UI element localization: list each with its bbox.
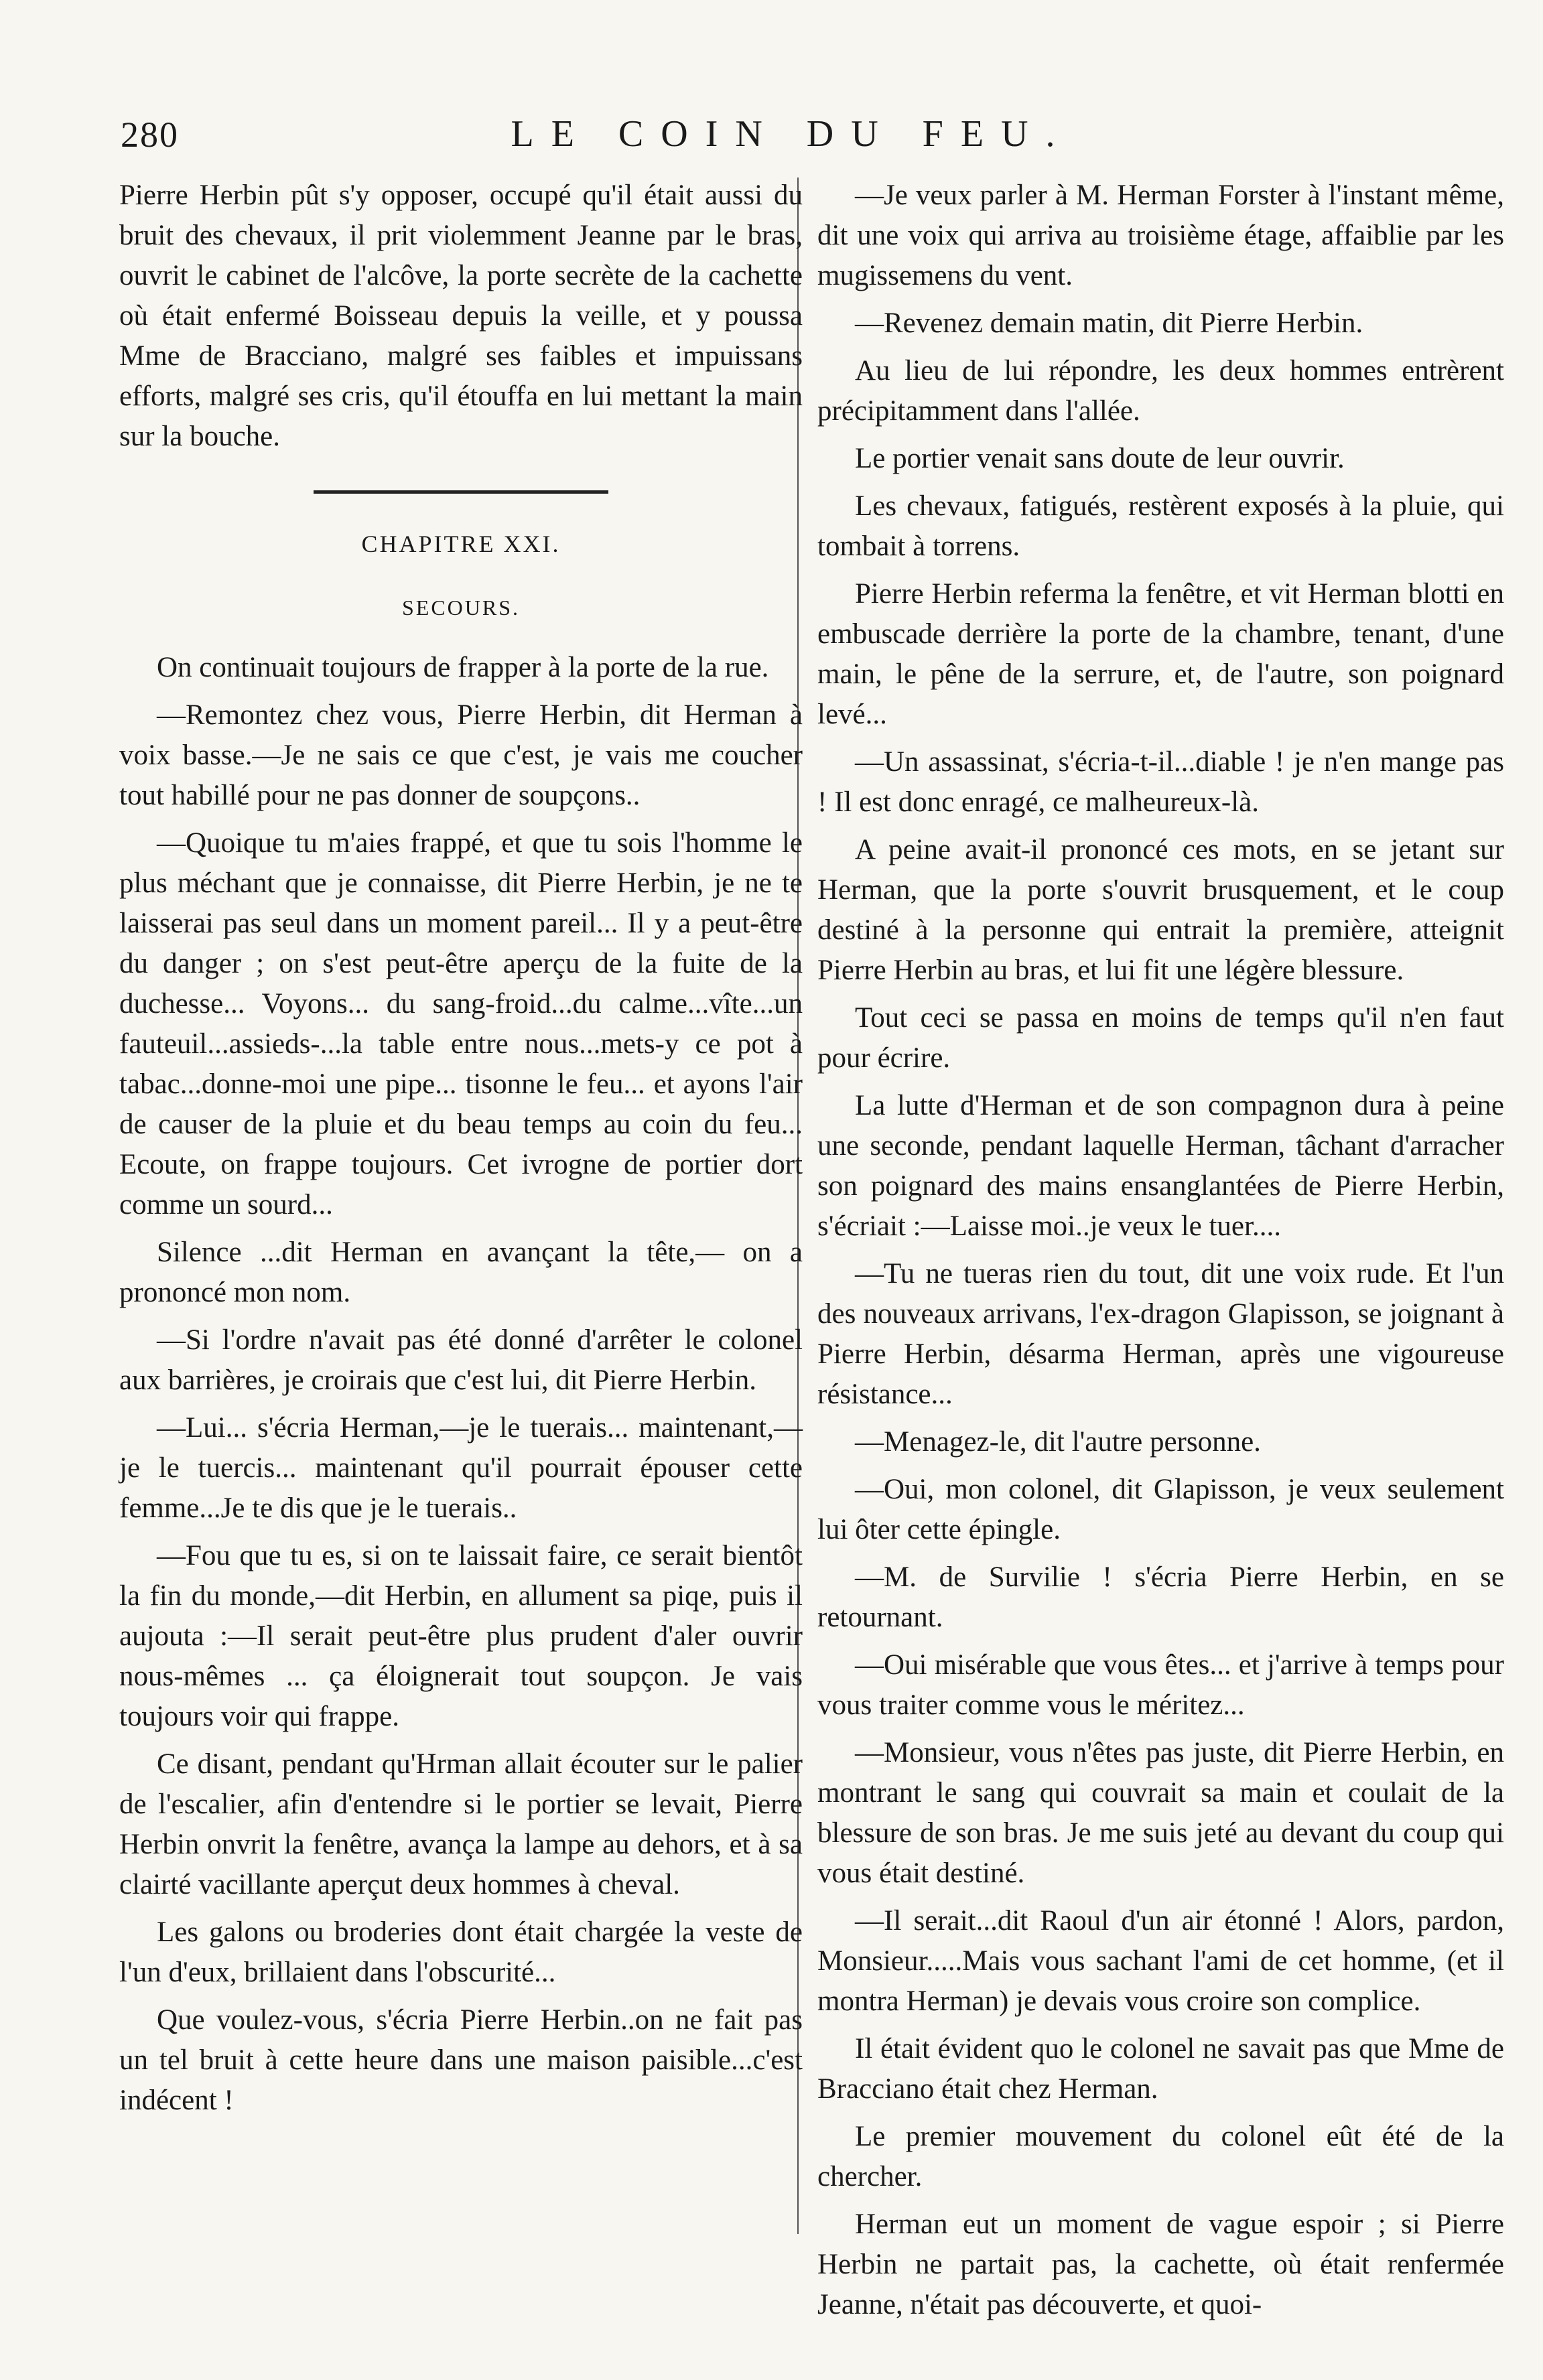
paragraph: —M. de Survilie ! s'écria Pierre Herbin, en se retournant. — [817, 1561, 1504, 1633]
paragraph: —Je veux parler à M. Herman Forster à l'instant même, dit une voix qui arriva au troisième étage, affaiblie par les mugissemens du vent. — [817, 180, 1504, 291]
paragraph: La lutte d'Herman et de son compagnon dura à peine une seconde, pendant laquelle Herman, tâchant d'arracher son poignard des mains ensanglantées de Pierre Herbin, s'écriait :—Laisse moi..je veux le tuer.... — [817, 1090, 1504, 1242]
section-subtitle: SECOURS. — [401, 596, 521, 620]
paragraph: —Lui... s'écria Herman,—je le tuerais... maintenant,—je le tuercis... maintenant qu'il pourrait épouser cette femme...Je te dis que je le tuerais.. — [119, 1412, 803, 1524]
paragraph: Les galons ou broderies dont était chargée la veste de l'un d'eux, brillaient dans l'obscurité... — [119, 1916, 803, 1988]
paragraph: On continuait toujours de frapper à la porte de la rue. — [157, 652, 769, 683]
paragraph: —Tu ne tueras rien du tout, dit une voix rude. Et l'un des nouveaux arrivans, l'ex-dragon Glapisson, se joignant à Pierre Herbin, désarma Herman, après une vigoureuse résistance... — [817, 1258, 1504, 1410]
left-column — [119, 176, 803, 2128]
paragraph: Herman eut un moment de vague espoir ; si Pierre Herbin ne partait pas, la cachette, où était renfermée Jeanne, n'était pas découverte, et quoi- — [817, 2209, 1504, 2320]
paragraph: Ce disant, pendant qu'Hrman allait écouter sur le palier de l'escalier, afin d'entendre si le portier se levait, Pierre Herbin onvrit la fenêtre, avança la lampe au dehors, et à sa clairté vacillante aperçut deux hommes à cheval. — [119, 1748, 803, 1900]
paragraph: Le portier venait sans doute de leur ouvrir. — [855, 443, 1345, 474]
paragraph: —Revenez demain matin, dit Pierre Herbin. — [855, 307, 1363, 339]
paragraph: Pierre Herbin pût s'y opposer, occupé qu'il était aussi du bruit des chevaux, il prit violemment Jeanne par le bras, ouvrit le cabinet de l'alcôve, la porte secrète de la cachette où était enfermé Boisseau depuis la veille, et y poussa Mme de Bracciano, malgré ses faibles et impuissans efforts, malgré ses cris, qu'il étouffa en lui mettant la main sur la bouche. — [119, 180, 803, 452]
paragraph: —Si l'ordre n'avait pas été donné d'arrêter le colonel aux barrières, je croirais que c'est lui, dit Pierre Herbin. — [119, 1324, 803, 1396]
paragraph: Au lieu de lui répondre, les deux hommes entrèrent précipitamment dans l'allée. — [817, 355, 1504, 427]
paragraph: Tout ceci se passa en moins de temps qu'il n'en faut pour écrire. — [817, 1002, 1504, 1074]
section-rule — [314, 490, 608, 494]
paragraph: Pierre Herbin referma la fenêtre, et vit Herman blotti en embuscade derrière la porte de la chambre, tenant, d'une main, le pêne de la serrure, et, de l'autre, son poignard levé... — [817, 578, 1504, 730]
right-column — [817, 176, 1504, 2332]
paragraph: Il était évident quo le colonel ne savait pas que Mme de Bracciano était chez Herman. — [817, 2033, 1504, 2105]
paragraph: —Monsieur, vous n'êtes pas juste, dit Pierre Herbin, en montrant le sang qui couvrait sa main et coulait de la blessure de son bras. Je me suis jeté au devant du coup qui vous était destiné. — [817, 1737, 1504, 1889]
paragraph: Que voulez-vous, s'écria Pierre Herbin..on ne fait pas un tel bruit à cette heure dans une maison paisible...c'est indécent ! — [119, 2004, 803, 2116]
paragraph: Le premier mouvement du colonel eût été de la chercher. — [817, 2121, 1504, 2192]
running-head: LE COIN DU FEU. — [511, 113, 1073, 155]
paragraph: —Fou que tu es, si on te laissait faire, ce serait bientôt la fin du monde,—dit Herbin, en allument sa piqe, puis il aujouta :—Il serait peut-être plus prudent d'aler ouvrir nous-mêmes ... ça éloignerait tout soupçon. Je vais toujours voir qui frappe. — [119, 1540, 803, 1732]
paragraph: —Remontez chez vous, Pierre Herbin, dit Herman à voix basse.—Je ne sais ce que c'est, je vais me coucher tout habillé pour ne pas donner de soupçons.. — [119, 699, 803, 811]
paragraph: Silence ...dit Herman en avançant la tête,— on a prononcé mon nom. — [119, 1237, 803, 1308]
paragraph: —Il serait...dit Raoul d'un air étonné ! Alors, pardon, Monsieur.....Mais vous sachant l'ami de cet homme, (et il montra Herman) je devais vous croire son complice. — [817, 1905, 1504, 2017]
paragraph: —Oui, mon colonel, dit Glapisson, je veux seulement lui ôter cette épingle. — [817, 1474, 1504, 1545]
page-number: 280 — [121, 115, 179, 155]
paragraph: —Oui misérable que vous êtes... et j'arrive à temps pour vous traiter comme vous le méritez... — [817, 1649, 1504, 1721]
paragraph: —Un assassinat, s'écria-t-il...diable ! je n'en mange pas ! Il est donc enragé, ce malheureux-là. — [817, 746, 1504, 818]
paragraph: Les chevaux, fatigués, restèrent exposés à la pluie, qui tombait à torrens. — [817, 490, 1504, 562]
paragraph: A peine avait-il prononcé ces mots, en se jetant sur Herman, que la porte s'ouvrit brusquement, et le coup destiné à la personne qui entrait la première, atteignit Pierre Herbin au bras, et lui fit une légère blessure. — [817, 834, 1504, 986]
paragraph: —Quoique tu m'aies frappé, et que tu sois l'homme le plus méchant que je connaisse, dit Pierre Herbin, je ne te laisserai pas seul dans un moment pareil... Il y a peut-être du danger ; on s'est peut-être aperçu de la fuite de la duchesse... Voyons... du sang-froid...du calme...vîte...un fauteuil...assieds-...la table entre nous...mets-y ce pot à tabac...donne-moi une pipe... tisonne le feu... et ayons l'air de causer de la pluie et du beau temps au coin du feu... Ecoute, on frappe toujours. Cet ivrogne de portier dort comme un sourd... — [119, 827, 803, 1220]
chapter-heading: CHAPITRE XXI. — [361, 531, 561, 557]
paragraph: —Menagez-le, dit l'autre personne. — [855, 1426, 1261, 1458]
